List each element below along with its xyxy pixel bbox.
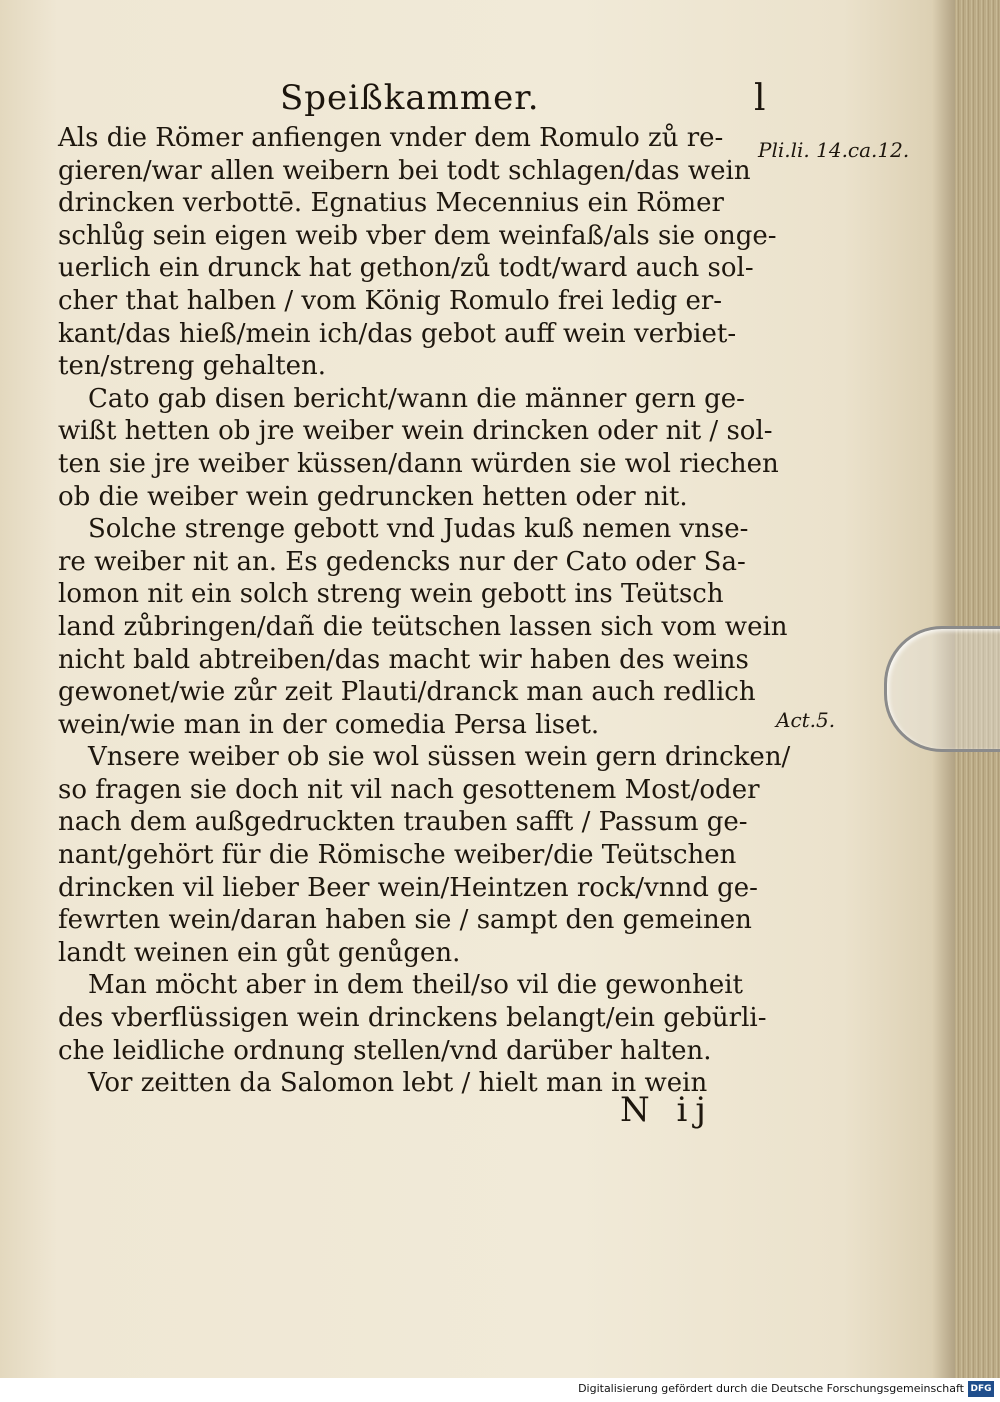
text-line: Cato gab disen bericht/wann die männer gern ge-: [88, 383, 745, 414]
text-line: re weiber nit an. Es gedencks nur der Cato oder Sa-: [58, 546, 746, 577]
text-line: drincken verbottē. Egnatius Mecennius ein Römer: [58, 188, 724, 219]
margin-note-citation: Pli.li. 14.ca.12.: [758, 138, 910, 162]
text-line: nicht bald abtreiben/das macht wir haben des weins: [58, 644, 749, 675]
text-line: wein/wie man in der comedia Persa liset.: [58, 709, 600, 740]
text-line: Vnsere weiber ob sie wol süssen wein gern drincken/: [88, 742, 791, 773]
text-line: des vberflüssigen wein drinckens belangt/ein gebürli-: [58, 1003, 767, 1034]
text-line: ob die weiber wein gedruncken hetten oder nit.: [58, 481, 688, 512]
text-line: cher that halben / vom König Romulo frei ledig er-: [58, 285, 723, 316]
text-line: wißt hetten ob jre weiber wein drincken oder nit / sol-: [58, 416, 773, 447]
text-line: nant/gehört für die Römische weiber/die Teütschen: [58, 840, 737, 871]
text-line: landt weinen ein gůt genůgen.: [58, 937, 461, 968]
body-text: [58, 122, 791, 1100]
margin-note-act: Act.5.: [776, 708, 836, 732]
text-line: Solche strenge gebott vnd Judas kuß nemen vnse-: [88, 514, 749, 545]
text-line: kant/das hieß/mein ich/das gebot auff wein verbiet-: [58, 318, 737, 349]
text-line: drincken vil lieber Beer wein/Heintzen rock/vnnd ge-: [58, 872, 758, 903]
footer-credit: Digitalisierung gefördert durch die Deutsche Forschungsgemeinschaft: [578, 1382, 964, 1395]
text-line: lomon nit ein solch streng wein gebott ins Teütsch: [58, 579, 724, 610]
text-line: fewrten wein/daran haben sie / sampt den gemeinen: [58, 905, 752, 936]
running-title: Speißkammer.: [280, 78, 540, 118]
text-line: ten/streng gehalten.: [58, 351, 327, 382]
page-header: [280, 78, 766, 128]
text-line: gewonet/wie zůr zeit Plauti/dranck man auch redlich: [58, 677, 756, 708]
text-line: nach dem außgedruckten trauben safft / Passum ge-: [58, 807, 748, 838]
footer-bar: [0, 1378, 1000, 1402]
text-line: uerlich ein drunck hat gethon/zů todt/ward auch sol-: [58, 253, 754, 284]
text-line: ten sie jre weiber küssen/dann würden sie wol riechen: [58, 448, 779, 479]
text-line: Man möcht aber in dem theil/so vil die gewonheit: [88, 970, 743, 1001]
text-line: land zůbringen/dañ die teütschen lassen sich vom wein: [58, 611, 788, 642]
text-line: gieren/war allen weibern bei todt schlagen/das wein: [58, 155, 751, 186]
scanner-clip: [884, 626, 1000, 752]
text-line: schlůg sein eigen weib vber dem weinfaß/als sie onge-: [58, 220, 777, 251]
signature-mark: N ij: [620, 1090, 714, 1130]
folio-number: l: [754, 78, 766, 119]
text-line: che leidliche ordnung stellen/vnd darüber halten.: [58, 1035, 712, 1066]
text-line: so fragen sie doch nit vil nach gesottenem Most/oder: [58, 774, 760, 805]
dfg-logo-icon: DFG: [968, 1381, 994, 1397]
text-line: Als die Römer anfiengen vnder dem Romulo zů re-: [58, 123, 724, 153]
text-line: Vor zeitten da Salomon lebt / hielt man in wein: [88, 1068, 708, 1099]
